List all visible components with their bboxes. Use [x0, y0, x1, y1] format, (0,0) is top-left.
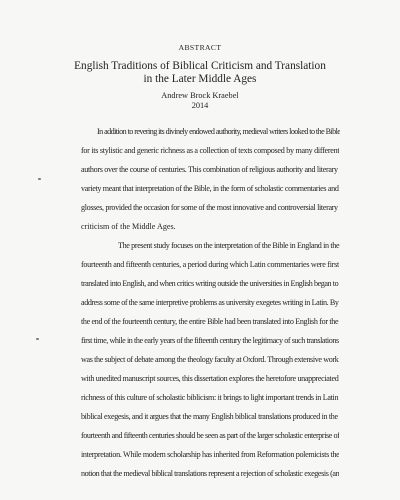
body-line: fourteenth and fifteenth centuries should be seen as part of the larger scholastic enterprise of	[81, 431, 339, 440]
body-line: translated into English, and when critics writing outside the universities in English began to	[81, 279, 339, 288]
body-line: fourteenth and fifteenth centuries, a period during which Latin commentaries were first	[81, 260, 339, 269]
abstract-heading: ABSTRACT	[178, 43, 222, 52]
scan-speck	[36, 338, 39, 340]
body-line: the end of the fourteenth century, the entire Bible had been translated into English for the	[81, 317, 339, 326]
author-name: Andrew Brock Kraebel	[161, 91, 239, 100]
title-line-1: English Traditions of Biblical Criticism and Translation	[74, 60, 326, 72]
body-line: authors over the course of centuries. This combination of religious authority and literary	[81, 165, 338, 174]
body-line: glosses, provided the occasion for some of the most innovative and controversial literary	[81, 203, 338, 212]
dissertation-title	[0, 60, 400, 86]
body-line: richness of this culture of scholastic biblicism: it brings to light important trends in Latin	[81, 393, 339, 402]
body-line: first time, while in the early years of the fifteenth century the legitimacy of such translations	[81, 336, 339, 345]
year: 2014	[191, 101, 209, 110]
body-line: interpretation. While modern scholarship has inherited from Reformation polemicists the	[81, 450, 339, 459]
body-line: was the subject of debate among the theology faculty at Oxford. Through extensive work	[81, 355, 339, 364]
title-line-2: in the Later Middle Ages	[143, 73, 257, 85]
body-line: criticism of the Middle Ages.	[81, 222, 176, 231]
scan-speck	[38, 178, 41, 180]
body-line: The present study focuses on the interpretation of the Bible in England in the	[118, 241, 340, 250]
author-block	[0, 91, 400, 111]
body-line: for its stylistic and generic richness as a collection of texts composed by many different	[81, 146, 339, 155]
body-line: notion that the medieval biblical translations represent a rejection of scholastic exegesis (an	[81, 469, 339, 478]
body-line: In addition to revering its divinely endowed authority, medieval writers looked to the Bible	[97, 127, 340, 136]
body-line: biblical exegesis, and it argues that the many English biblical translations produced in the	[81, 412, 338, 421]
body-line: address some of the same interpretive problems as university exegetes writing in Latin. By	[81, 298, 339, 307]
body-line: with unedited manuscript sources, this dissertation explores the heretofore unappreciated	[81, 374, 339, 383]
body-line: variety meant that interpretation of the Bible, in the form of scholastic commentaries and	[81, 184, 339, 193]
